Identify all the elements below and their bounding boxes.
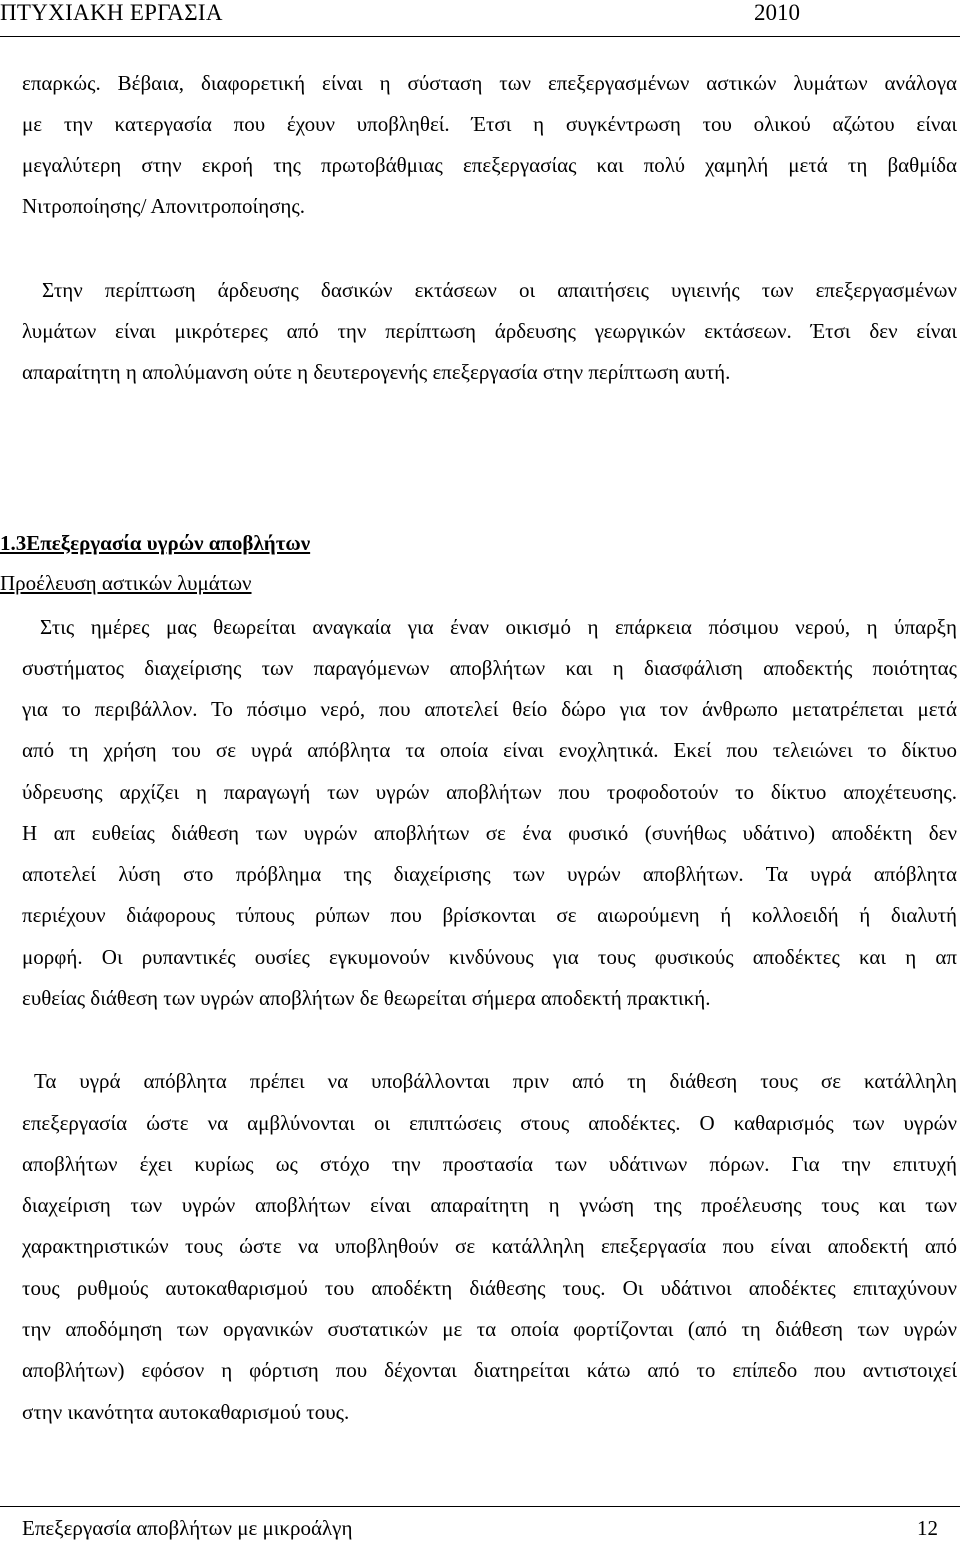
paragraph-line: από τη χρήση του σε υγρά απόβλητα τα οποία είναι ενοχλητικά. Εκεί που τελειώνει το δίκτυο [22,738,957,762]
header-title: ΠΤΥΧΙΑΚΗ ΕΡΓΑΣΙΑ [0,0,223,25]
paragraph-line: αποβλήτων) εφόσον η φόρτιση που δέχονται διατηρείται κάτω από το επίπεδο που αντιστοιχεί [22,1358,957,1382]
paragraph-line: συστήματος διαχείρισης των παραγόμενων αποβλήτων και η διασφάλιση αποδεκτής ποιότητας [22,656,957,680]
page-number: 12 [917,1516,938,1540]
paragraph-line: ύδρευσης αρχίζει η παραγωγή των υγρών αποβλήτων που τροφοδοτούν το δίκτυο αποχέτευσης. [22,780,957,804]
paragraph-line: την αποδόμηση των οργανικών συστατικών με τα οποία φορτίζονται (από τη διάθεση των υγρών [22,1317,957,1341]
paragraph-line: χαρακτηριστικών τους ώστε να υποβληθούν σε κατάλληλη επεξεργασία που είναι αποδεκτή από [22,1234,957,1258]
paragraph-line: επεξεργασία ώστε να αμβλύνονται οι επιπτώσεις στους αποδέκτες. Ο καθαρισμός των υγρών [22,1111,957,1135]
paragraph-line: περιέχουν διάφορους τύπους ρύπων που βρίσκονται σε αιωρούμενη ή κολλοειδή ή διαλυτή [22,903,957,927]
paragraph-line: ευθείας διάθεση των υγρών αποβλήτων δε θεωρείται σήμερα αποδεκτή πρακτική. [22,986,711,1010]
paragraph-line: μεγαλύτερη στην εκροή της πρωτοβάθμιας επεξεργασίας και πολύ χαμηλή μετά τη βαθμίδα [22,153,957,177]
paragraph-line: λυμάτων είναι μικρότερες από την περίπτωση άρδευσης γεωργικών εκτάσεων. Έτσι δεν είναι [22,319,957,343]
section-subheading: Προέλευση αστικών λυμάτων [0,571,252,595]
paragraph-line: μορφή. Οι ρυπαντικές ουσίες εγκυμονούν κινδύνους για τους φυσικούς αποδέκτες και η απ [22,945,957,969]
section-heading: 1.3Επεξεργασία υγρών αποβλήτων [0,531,311,555]
paragraph-line: για το περιβάλλον. Το πόσιμο νερό, που αποτελεί θείο δώρο για τον άνθρωπο μετατρέπεται μετά [22,697,957,721]
paragraph-line: Στην περίπτωση άρδευσης δασικών εκτάσεων οι απαιτήσεις υγιεινής των επεξεργασμένων [42,278,957,302]
header-rule [0,36,960,37]
paragraph-line: αποτελεί λύση στο πρόβλημα της διαχείρισης των υγρών αποβλήτων. Τα υγρά απόβλητα [22,862,957,886]
paragraph-line: Στις ημέρες μας θεωρείται αναγκαία για έναν οικισμό η επάρκεια πόσιμου νερού, η ύπαρξη [40,615,957,639]
paragraph-line: Η απ ευθείας διάθεση των υγρών αποβλήτων σε ένα φυσικό (συνήθως υδάτινο) αποδέκτη δεν [22,821,957,845]
paragraph-line: με την κατεργασία που έχουν υποβληθεί. Έτσι η συγκέντρωση του ολικού αζώτου είναι [22,112,957,136]
page-header [0,0,960,34]
paragraph-line: αποβλήτων έχει κυρίως ως στόχο την προστασία των υδάτινων πόρων. Για την επιτυχή [22,1152,957,1176]
paragraph-line: Νιτροποίησης/ Απονιτροποίησης. [22,194,305,218]
paragraph-line: στην ικανότητα αυτοκαθαρισμού τους. [22,1400,350,1424]
footer-rule [0,1506,960,1507]
paragraph-line: διαχείριση των υγρών αποβλήτων είναι απαραίτητη η γνώση της προέλευσης τους και των [22,1193,957,1217]
paragraph-line: απαραίτητη η απολύμανση ούτε η δευτερογενής επεξεργασία στην περίπτωση αυτή. [22,360,731,384]
paragraph-line: Τα υγρά απόβλητα πρέπει να υποβάλλονται πριν από τη διάθεση τους σε κατάλληλη [34,1069,957,1093]
header-year: 2010 [754,0,800,25]
paragraph-line: επαρκώς. Βέβαια, διαφορετική είναι η σύσταση των επεξεργασμένων αστικών λυμάτων ανάλογα [22,71,957,95]
footer-title: Επεξεργασία αποβλήτων με μικροάλγη [22,1516,353,1540]
paragraph-line: τους ρυθμούς αυτοκαθαρισμού του αποδέκτη διάθεσης τους. Οι υδάτινοι αποδέκτες επιταχύνουν [22,1276,957,1300]
